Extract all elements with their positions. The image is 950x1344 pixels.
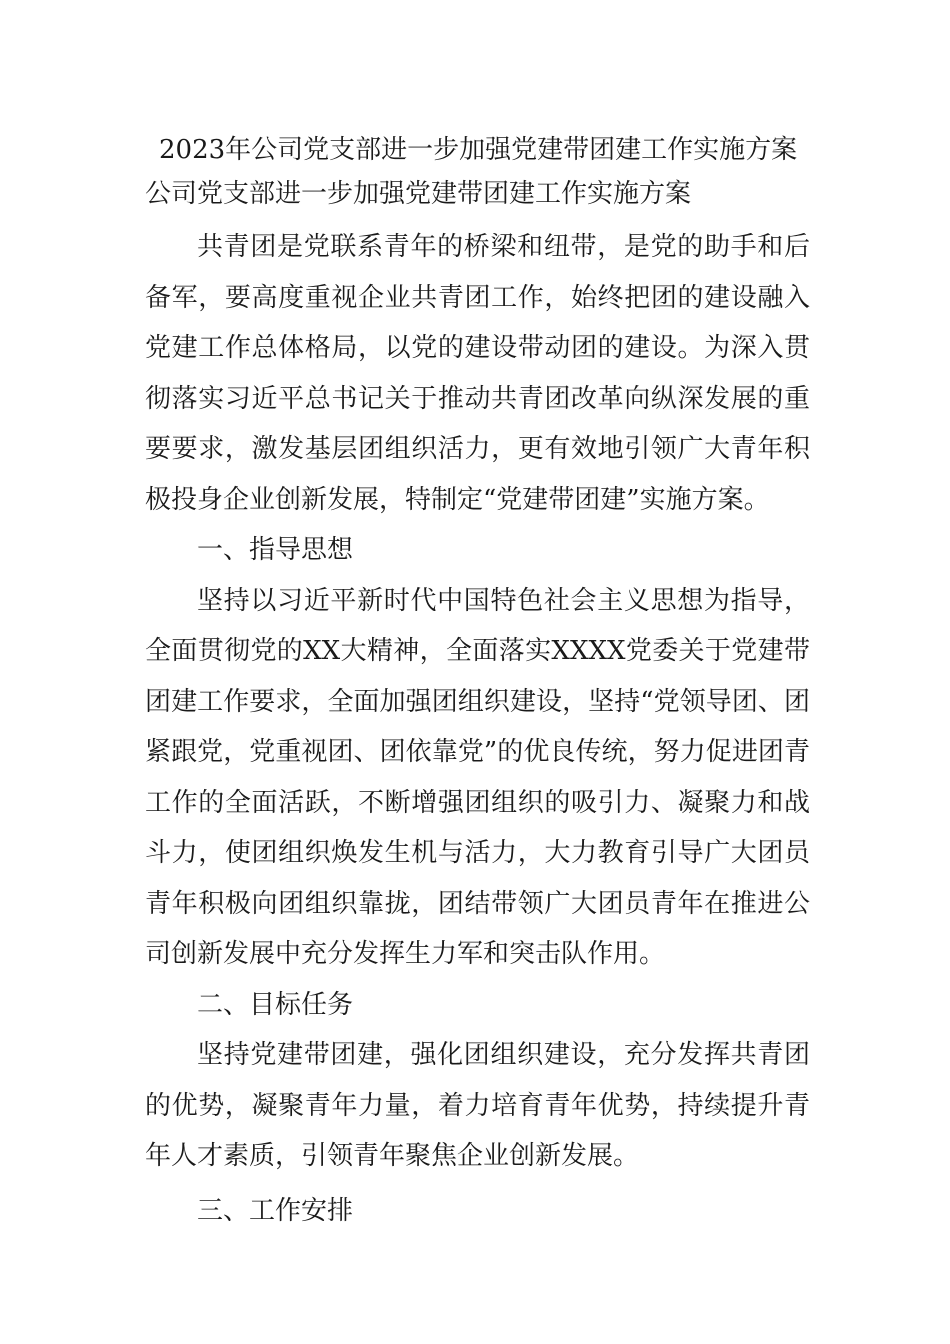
document-subtitle: 公司党支部进一步加强党建带团建工作实施方案 (145, 179, 692, 209)
section-heading-work-arrangement: 三、工作安排 (197, 1195, 354, 1226)
document-title: 2023年公司党支部进一步加强党建带团建工作实施方案 (159, 135, 798, 165)
section-heading-goals-tasks: 二、目标任务 (197, 989, 354, 1020)
intro-paragraph: 共青团是党联系青年的桥梁和纽带，是党的助手和后备军，要高度重视企业共青团工作，始终把团的建设融入党建工作总体格局，以党的建设带动团的建设。为深入贯彻落实习近平总书记关于推动共青团改革向纵深发展的重要要求，激发基层团组织活力，更有效地引领广大青年积极投身企业创新发展，特制定“党建带团建”实施方案。 (145, 232, 810, 515)
document-page (145, 128, 810, 1236)
section-heading-guiding-ideology: 一、指导思想 (197, 535, 354, 565)
section-body-guiding-ideology: 坚持以习近平新时代中国特色社会主义思想为指导，全面贯彻党的XX大精神，全面落实XXXX党委关于党建带团建工作要求，全面加强团组织建设，坚持“党领导团、团紧跟党，党重视团、团依靠党”的优良传统，努力促进团青工作的全面活跃，不断增强团组织的吸引力、凝聚力和战斗力，使团组织焕发生机与活力，大力教育引导广大团员青年积极向团组织靠拢，团结带领广大团员青年在推进公司创新发展中充分发挥生力军和突击队作用。 (145, 585, 810, 969)
section-body-goals-tasks: 坚持党建带团建，强化团组织建设，充分发挥共青团的优势，凝聚青年力量，着力培育青年优势，持续提升青年人才素质，引领青年聚焦企业创新发展。 (145, 1040, 810, 1171)
